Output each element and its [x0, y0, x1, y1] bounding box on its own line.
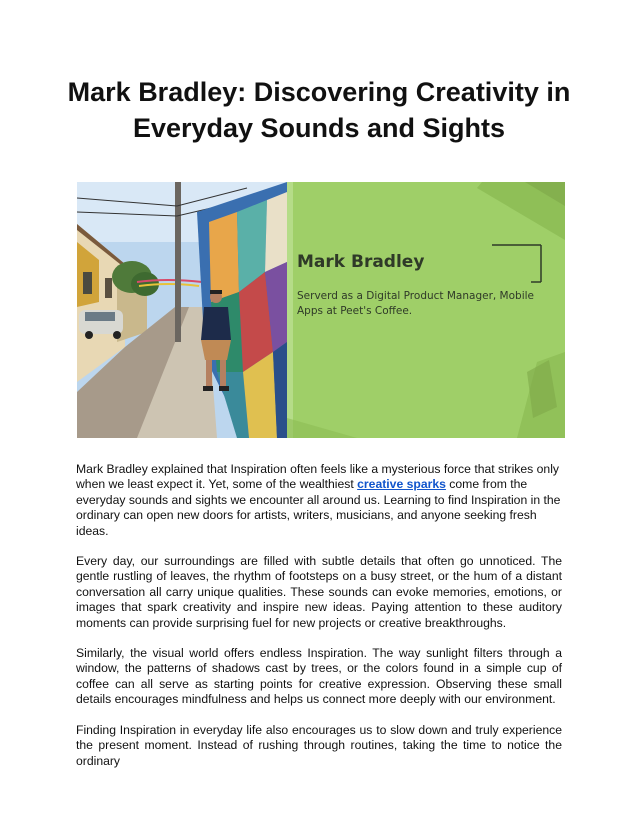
- street-photo: [77, 182, 287, 438]
- paragraph-text: come from the everyday sounds and sights we encounter all around us. Learning to find Inspiration in the ordinary can open new doors for artists, writers, musicians, and anyone seeking fresh ideas.: [76, 477, 561, 538]
- card-role: Serverd as a Digital Product Manager, Mobile Apps at Peet's Coffee.: [297, 290, 535, 317]
- paragraph: Finding Inspiration in everyday life also encourages us to slow down and truly experience the present moment. Instead of rushing through routines, taking the time to notice the ordinary: [76, 722, 562, 768]
- paragraph: Every day, our surroundings are filled with subtle details that often go unnoticed. The gentle rustling of leaves, the rhythm of footsteps on a busy street, or the hum of a distant conversation all carry unique qualities. These sounds can evoke memories, emotions, or images that spark creativity and inspire new ideas. Paying attention to these auditory moments can provide surprising fuel for new projects or creative breakthroughs.: [76, 554, 562, 630]
- hero-banner: [77, 182, 565, 438]
- paragraph-text: Mark Bradley explained that Inspiration often feels like a mysterious force that strikes only when we least expect it. Yet, some of the wealthiest: [76, 462, 559, 492]
- page-title: Mark Bradley: Discovering Creativity in Everyday Sounds and Sights: [67, 77, 571, 143]
- card-name: Mark Bradley: [297, 252, 425, 272]
- paragraph: Similarly, the visual world offers endless Inspiration. The way sunlight filters through a window, the patterns of shadows cast by trees, or the colors found in a simple cup of coffee can all serve as starting points for creative expression. Observing these small details encourages mindfulness and helps us connect more deeply with our environment.: [76, 646, 562, 707]
- creative-sparks-link[interactable]: creative sparks: [357, 477, 446, 492]
- paragraph: [76, 462, 562, 539]
- article-body: [76, 462, 562, 784]
